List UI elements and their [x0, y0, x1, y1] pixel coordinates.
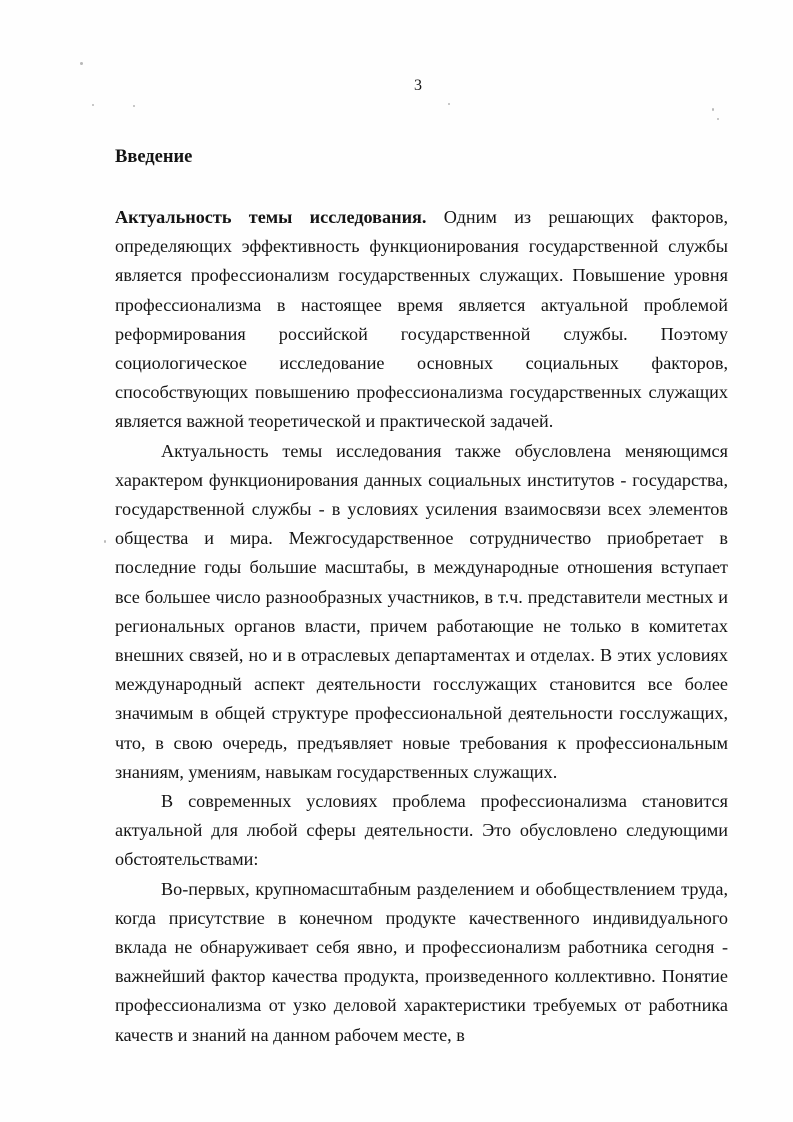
- page-number: 3: [414, 77, 422, 94]
- paragraph-relevance: [115, 203, 728, 437]
- scan-speck: [717, 118, 719, 120]
- scan-speck: [80, 62, 83, 65]
- scan-speck: [92, 104, 94, 106]
- paragraph-text: Одним из решающих факторов, определяющих эффективность функционирования государственной службы является профессионализм государственных служащих. Повышение уровня профессионализма в настоящее время является актуальной проблемой реформирования российской государственной службы. Поэтому социологическое исследование основных социальных факторов, способствующих повышению профессионализма государственных служащих является важной теоретической и практической задачей.: [115, 207, 728, 432]
- body-text: [115, 203, 728, 1050]
- scan-speck: [133, 105, 135, 107]
- paragraph-firstly: Во-первых, крупномасштабным разделением и обобществлением труда, когда присутствие в конечном продукте качественного индивидуального вклада не обнаруживает себя явно, и профессионализм работника сегодня - важнейший фактор качества продукта, произведенного коллективно. Понятие профессионализма от узко деловой характеристики требуемых от работника качеств и знаний на данном рабочем месте, в: [115, 878, 728, 1045]
- section-heading: Введение: [115, 147, 193, 167]
- scan-speck: [712, 108, 714, 111]
- scan-speck: [104, 540, 106, 543]
- scan-speck: [448, 103, 450, 105]
- paragraph-relevance-context: Актуальность темы исследования также обусловлена меняющимся характером функционирования данных социальных институтов - государства, государственной службы - в условиях усиления взаимосвязи всех элементов общества и мира. Межгосударственное сотрудничество приобретает в последние годы большие масштабы, в международные отношения вступает все большее число разнообразных участников, в т.ч. представители местных и региональных органов власти, причем работающие не только в комитетах внешних связей, но и в отраслевых департаментах и отделах. В этих условиях международный аспект деятельности госслужащих становится все более значимым в общей структуре профессиональной деятельности госслужащих, что, в свою очередь, предъявляет новые требования к профессиональным знаниям, умениям, навыкам государственных служащих.: [115, 440, 728, 782]
- paragraph-modern-conditions: В современных условиях проблема профессионализма становится актуальной для любой сферы деятельности. Это обусловлено следующими обстоятельствами:: [115, 791, 728, 870]
- paragraph-lead: Актуальность темы исследования.: [115, 207, 427, 227]
